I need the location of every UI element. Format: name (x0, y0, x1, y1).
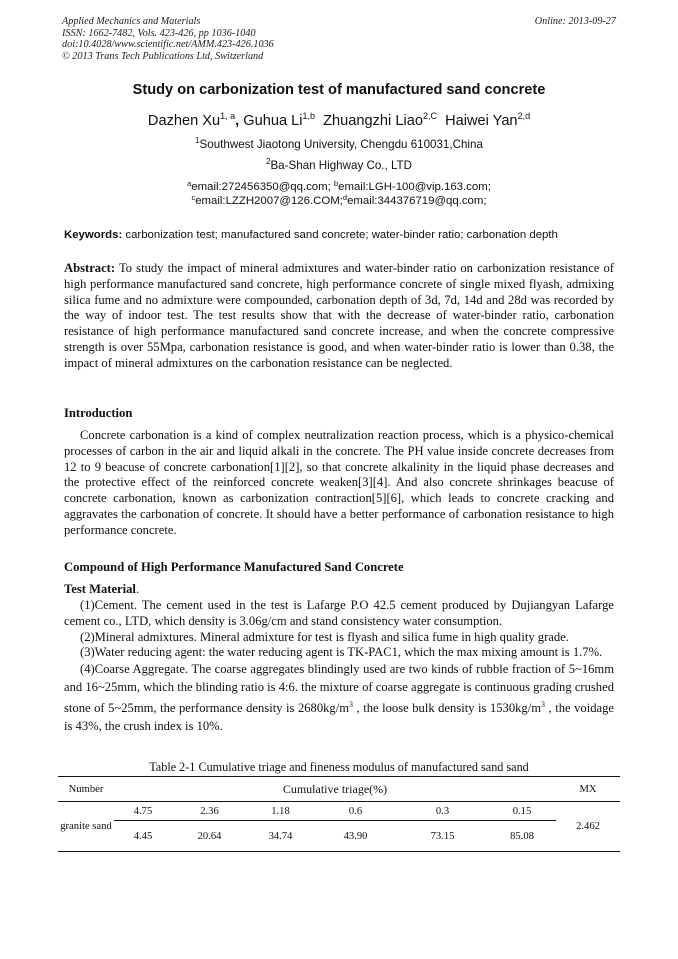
doi-line: doi:10.4028/www.scientific.net/AMM.423-426.1036 (62, 39, 274, 51)
abstract-label: Abstract: (64, 261, 116, 275)
test-material-body (64, 598, 614, 735)
section-heading-compound: Compound of High Performance Manufactured Sand Concrete (64, 560, 404, 574)
email-line-1: $^a$email:272456350@qq.com; $^b$email:LGH-100@vip.163.com; (187, 179, 491, 193)
author-emails (0, 180, 678, 208)
abstract (64, 261, 614, 372)
table-row-sieves (58, 802, 620, 821)
mx-value: 2.462 (556, 802, 620, 852)
affiliation-2: $^2$Ba-Shan Highway Co., LTD (265, 157, 412, 172)
paragraph-coarse-aggregate: (4)Coarse Aggregate. The coarse aggregates blindingly used are two kinds of rubble fraction of 5~16mm and 16~25mm, which the blinding ratio is 4:6. the mixture of coarse aggregate is continuous grading crushed stone of 5~25mm, the performance density is $2680kg/m^3$ , the loose bulk density is $1530kg/m^3$ , the voidage is 43%, the crush index is 10%. (64, 662, 614, 733)
sieve-cell: 0.6 (314, 802, 397, 821)
value-cell: 20.64 (172, 821, 247, 852)
value-cell: 85.08 (488, 821, 556, 852)
author-list: Dazhen Xu$^{1, a}$, Guhua Li$^{1,b}$ Zhuangzhi Liao$^{2,C}$ Haiwei Yan$^{2,d}$ (147, 111, 531, 129)
introduction-heading: Introduction (64, 406, 133, 420)
header-mx: MX (556, 777, 620, 802)
author-name: Guhua Li (243, 113, 303, 129)
journal-name: Applied Mechanics and Materials (62, 16, 201, 27)
value-cell: 4.45 (114, 821, 172, 852)
paragraph-water-reducing-agent: (3)Water reducing agent: the water reducing agent is TK-PAC1, which the max mixing amount is 1.7%. (80, 645, 603, 660)
sieve-cell: 1.18 (247, 802, 314, 821)
keywords-label: Keywords: (64, 229, 123, 241)
row-label-granite-sand: granite sand (58, 802, 114, 852)
introduction-paragraph: Concrete carbonation is a kind of complex neutralization reaction process, which is a physico-chemical processes of carbon in the air and liquid alkali in the concrete. The PH value inside concrete decreases from 12 to 9 beacuse of concrete carbonation[1][2], so that concrete alkalinity in the liquid phase decreases and the protective effect of the reinforced concrete weaken[3][4]. And also concrete shrinkages beacuse of concrete carbonation, known as carbonization contraction[5][6], which leads to concrete cracking and aggravates the carbonation of concrete. It should have a better performance of carbonation resistance to high performance concrete. (64, 428, 614, 537)
paragraph-cement: (1)Cement. The cement used in the test is Lafarge P.O 42.5 cement produced by Dujiangyan Lafarge cement co., LTD, which density is 3.06g/cm and stand consistency water consumption. (64, 598, 614, 628)
author-name: Zhuangzhi Liao (323, 113, 423, 129)
value-cell: 73.15 (397, 821, 488, 852)
author-sup: 1, a (220, 111, 236, 121)
author-name: Dazhen Xu (147, 113, 221, 129)
table-row-values (58, 821, 620, 852)
author-name: Haiwei Yan (445, 113, 518, 129)
sieve-cell: 0.15 (488, 802, 556, 821)
subheading-test-material: Test Material. (64, 582, 140, 596)
copyright-line: © 2013 Trans Tech Publications Ltd, Switzerland (62, 50, 264, 62)
author-sup: 1,b (302, 111, 316, 121)
header-cumulative-triage: Cumulative triage(%) (114, 777, 556, 802)
email-line-2: $^c$email:LZZH2007@126.COM;$^d$email:344376719@qq.com; (191, 193, 487, 207)
paper-title: Study on carbonization test of manufactured sand concrete (132, 82, 546, 98)
value-cell: 34.74 (247, 821, 314, 852)
author-sup: 2,d (517, 111, 531, 121)
table-caption: Table 2-1 Cumulative triage and fineness modulus of manufactured sand sand (149, 760, 529, 774)
keywords-text: carbonization test; manufactured sand concrete; water-binder ratio; carbonation depth (122, 229, 558, 241)
online-date: Online: 2013-09-27 (534, 16, 616, 27)
introduction-body (64, 428, 614, 539)
keywords (64, 229, 624, 241)
value-cell: 43.90 (314, 821, 397, 852)
author-sup: 2,C (422, 111, 437, 121)
issn-line: ISSN: 1662-7482, Vols. 423-426, pp 1036-1040 (62, 27, 256, 39)
sieve-cell: 0.3 (397, 802, 488, 821)
publication-info (62, 16, 274, 62)
table-header-row (58, 777, 620, 802)
header-number: Number (58, 777, 114, 802)
abstract-text: To study the impact of mineral admixtures and water-binder ratio on carbonization resistance of high performance manufactured sand concrete, high performance concrete of single mixed flyash, admixing silica fume and no admixture were compounded, carbonation depth of 3d, 7d, 14d and 28d was recorded by the way of indoor test. The test results show that with the decrease of water-binder ratio, carbonation resistance of high performance manufactured sand concrete increase, and when the concrete compressive strength is over 55Mpa, carbonation resistance is good, and when water-binder ratio is lower than 0.38, the impact of mineral admixtures on the carbonation resistance can be neglected. (64, 261, 614, 370)
affiliation-1: $^1$Southwest Jiaotong University, Chengdu 610031,China (195, 136, 483, 151)
sieve-cell: 2.36 (172, 802, 247, 821)
sieve-table (58, 776, 620, 852)
paragraph-mineral-admixtures: (2)Mineral admixtures. Mineral admixture for test is flyash and silica fume in high quality grade. (80, 629, 569, 644)
sieve-cell: 4.75 (114, 802, 172, 821)
